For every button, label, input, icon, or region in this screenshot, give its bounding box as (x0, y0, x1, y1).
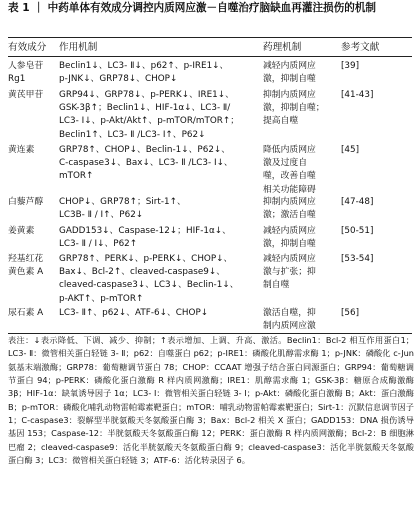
table-row-effect (263, 307, 316, 333)
table-row-mechanism (59, 253, 239, 306)
ingredient-line: Rg1 (8, 74, 26, 85)
table-row-reference: [41-43] (341, 90, 374, 100)
mechanism-line: CHOP↓、GRP78↑；Sirt-1↑、 (59, 197, 186, 207)
table-row-ingredient (8, 225, 34, 238)
table-row-ingredient (8, 144, 34, 157)
ingredient-line: 黄色素 A (8, 267, 44, 278)
table-row-effect (263, 225, 316, 251)
table-row-effect (263, 253, 316, 293)
header-ingredient: 有效成分 (8, 42, 47, 53)
table-title: 表 1 ｜ 中药单体有效成分调控内质网应激－自噬治疗脑缺血再灌注损伤的机制 (8, 2, 377, 14)
mechanism-line: Beclin1↑、LC3- Ⅱ /LC3- Ⅰ↑、P62↓ (59, 129, 206, 140)
effect-line: 制自噬 (263, 280, 290, 291)
mechanism-line: Beclin1↓、LC3- Ⅱ↓、p62↑、p-IRE1↓、 (59, 61, 229, 71)
ingredient-line: 人参皂苷 (8, 61, 44, 71)
table-row-mechanism (59, 196, 186, 222)
mechanism-line: GSK-3β↑；Beclin1↓、HIF-1α↓、LC3- Ⅱ/ (59, 103, 231, 114)
header-reference: 参考文献 (341, 42, 380, 53)
table-row-reference: [50-51] (341, 226, 374, 236)
table-row-ingredient (8, 60, 43, 86)
table-row-reference: [47-48] (341, 197, 374, 207)
ingredient-line: 羟基红花 (8, 254, 44, 264)
header-effect: 药理机制 (263, 42, 302, 53)
table-row-reference: [56] (341, 308, 360, 318)
table-row-ingredient (8, 307, 43, 320)
ingredient-line: 白藜芦醇 (8, 197, 44, 207)
table-row-reference: [45] (341, 145, 360, 155)
effect-line: 降低内质网应 (263, 145, 316, 155)
effect-line: 抑制内质网应 (263, 197, 316, 207)
table-row-mechanism (59, 60, 228, 86)
effect-line: 噬，改善自噬 (263, 171, 316, 182)
mechanism-line: GRP94↓、GRP78↓、p-PERK↓、IRE1↓、 (59, 90, 234, 100)
mechanism-line: LC3B- Ⅱ / Ⅰ↑、P62↓ (59, 210, 144, 221)
effect-line: 激；激活自噬 (263, 210, 316, 221)
table-row-reference: [53-54] (341, 254, 374, 264)
mechanism-line: mTOR↑ (59, 171, 94, 182)
mechanism-line: GADD153↓、Caspase-12↓；HIF-1α↓、 (59, 226, 231, 236)
effect-line: 减轻内质网应 (263, 226, 316, 236)
mechanism-line: p-AKT↑、p-mTOR↑ (59, 293, 144, 304)
effect-line: 制内质网应激 (263, 321, 316, 332)
mechanism-line: LC3- Ⅰ↓、p-Akt/Akt↑、p-mTOR/mTOR↑； (59, 116, 240, 127)
table-row-mechanism (59, 225, 231, 251)
mechanism-line: Bax↓、Bcl-2↑、cleaved-caspase9↓、 (59, 267, 226, 278)
mechanism-line: cleaved-caspase3↓、LC3↓、Beclin-1↓、 (59, 280, 239, 291)
effect-line: 激及过度自 (263, 158, 307, 169)
table-row-mechanism (59, 307, 208, 320)
effect-line: 激与扩张；抑 (263, 267, 316, 278)
table-row-effect (263, 144, 316, 197)
mechanism-line: GRP78↑、CHOP↓、Beclin-1↓、P62↓、 (59, 145, 231, 155)
mechanism-line: C-caspase3↓、Bax↓、LC3- Ⅱ /LC3- Ⅰ↓、 (59, 158, 233, 169)
effect-line: 减轻内质网应 (263, 254, 316, 264)
mechanism-line: LC3- Ⅱ / Ⅰ↓、P62↑ (59, 239, 138, 250)
effect-line: 激，抑制自噬 (263, 74, 316, 85)
top-rule (8, 37, 412, 38)
header-mechanism: 作用机制 (59, 42, 98, 53)
ingredient-line: 尿石素 A (8, 308, 44, 318)
effect-line: 减轻内质网应 (263, 61, 316, 71)
table-row-effect (263, 60, 316, 86)
table-row-ingredient (8, 196, 43, 209)
table-row-reference: [39] (341, 61, 360, 71)
effect-line: 激，抑制自噬 (263, 239, 316, 250)
effect-line: 提高自噬 (263, 116, 299, 127)
effect-line: 激，抑制自噬； (263, 103, 325, 114)
table-row-mechanism (59, 144, 233, 184)
ingredient-line: 黄芪甲苷 (8, 90, 44, 100)
ingredient-line: 姜黄素 (8, 226, 35, 236)
table-row-mechanism (59, 89, 239, 142)
effect-line: 相关功能障碍 (263, 184, 316, 195)
ingredient-line: 黄连素 (8, 145, 35, 155)
mechanism-line: p-JNK↓、GRP78↓、CHOP↓ (59, 74, 178, 85)
mechanism-line: GRP78↑、PERK↓、p-PERK↓、CHOP↓、 (59, 254, 233, 264)
table-row-ingredient (8, 89, 43, 102)
table-row-effect (263, 196, 316, 222)
header-rule (8, 56, 412, 57)
table-row-ingredient (8, 253, 43, 279)
table-footnote: 表注：↓表示降低、下调、减少、抑制；↑表示增加、上调、升高、激活。Beclin1：Bcl-2 相互作用蛋白1；LC3- Ⅱ：微管相关蛋白轻链 3- Ⅱ；p62：自噬蛋白 p62；p-IRE1：磷酸化肌醇需求酶 1；p-JNK：磷酸化 c-Jun 氨基末端激酶；GRP78：葡萄糖调节蛋白 78；CHOP：CCAAT 增强子结合蛋白同源蛋白；GRP94：葡萄糖调节蛋白 94；p-PERK：磷酸化蛋白激酶 R 样内质网激酶；IRE1：肌醇需求酶 1；GSK-3β：糖原合成酶激酶 3β；HIF-1α：缺氧诱导因子 1α；LC3- Ⅰ：微管相关蛋白轻链 3- Ⅰ；p-Akt：磷酸化蛋白激酶 B；Akt：蛋白激酶 B；p-mTOR：磷酸化哺乳动物雷帕霉素靶蛋白；mTOR：哺乳动物雷帕霉素靶蛋白；Sirt-1：沉默信息调节因子 1；C-caspase3：裂解型半胱氨酸天冬氨酸蛋白酶 3；Bax：Bcl-2 相关 X 蛋白；GADD153：DNA 损伤诱导基因 153；Caspase-12：半胱氨酸天冬氨酸蛋白酶 12；PERK：蛋白激酶 R 样内质网激酶；Bcl-2：B 细胞淋巴瘤 2；cleaved-caspase9：活化半胱氨酸天冬氨酸蛋白酶 9；cleaved-caspase3：活化半胱氨酸天冬氨酸蛋白酶 3；LC3：微管相关蛋白轻链 3；ATF-6：活化转录因子 6。 (8, 335, 414, 466)
effect-line: 抑制内质网应 (263, 90, 316, 100)
mechanism-line: LC3- Ⅱ↑、p62↓、ATF-6↓、CHOP↓ (59, 308, 209, 318)
table-row-effect (263, 89, 325, 129)
effect-line: 激活自噬，抑 (263, 308, 316, 318)
